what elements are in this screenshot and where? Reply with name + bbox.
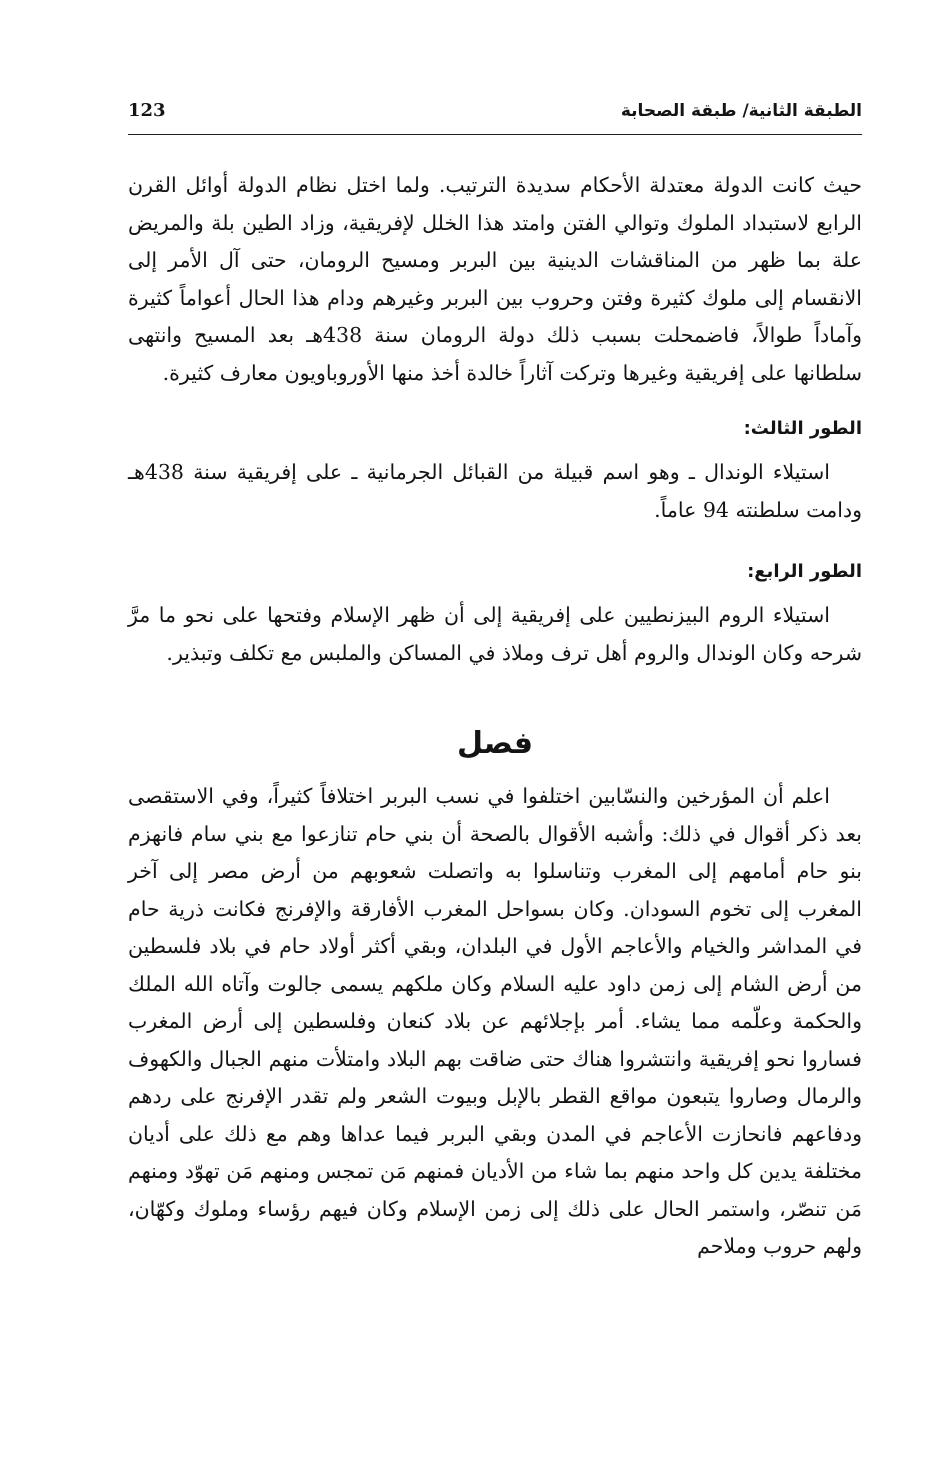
third-stage-heading: الطور الثالث: — [743, 418, 862, 439]
intro-paragraph: حيث كانت الدولة معتدلة الأحكام سديدة الترتيب. ولما اختل نظام الدولة أوائل القرن الرابع لاستبداد الملوك وتوالي الفتن وامتد هذا الخلل لإفريقية، وزاد الطين بلة والمريض علة بما ظهر من المناقشات الدينية بين البربر ومسيح الرومان، حتى آل الأمر إلى الانقسام إلى ملوك كثيرة وفتن وحروب بين البربر وغيرهم ودام هذا الحال أعواماً كثيرة وآماداً طوالاً، فاضمحلت بسبب ذلك دولة الرومان سنة 438هـ بعد المسيح وانتهى سلطانها على إفريقية وغيرها وتركت آثاراً خالدة أخذ منها الأوروباويون معارف كثيرة. — [128, 173, 863, 385]
running-title: الطبقة الثانية/ طبقة الصحابة — [620, 101, 862, 121]
section-title: فصل — [457, 726, 533, 761]
running-header — [128, 100, 862, 135]
fourth-stage-heading: الطور الرابع: — [747, 561, 862, 582]
fourth-stage-paragraph: استيلاء الروم البيزنطيين على إفريقية إلى أن ظهر الإسلام وفتحها على نحو ما مرَّ شرحه وكان الوندال والروم أهل ترف وملاذ في المساكن والملبس مع تكلف وتبذير. — [128, 603, 862, 665]
page-number: 123 — [128, 100, 166, 121]
third-stage-paragraph: استيلاء الوندال ـ وهو اسم قبيلة من القبائل الجرمانية ـ على إفريقية سنة 438هـ ودامت سلطنته 94 عاماً. — [128, 460, 862, 522]
section-paragraph: اعلم أن المؤرخين والنسّابين اختلفوا في نسب البربر اختلافاً كثيراً، وفي الاستقصى بعد ذكر أقوال في ذلك: وأشبه الأقوال بالصحة أن بني حام تنازعوا مع بني سام فانهزم بنو حام أمامهم إلى المغرب وتناسلوا به واتصلت شعوبهم من أرض مصر إلى آخر المغرب إلى تخوم السودان. وكان بسواحل المغرب الأفارقة والإفرنج فكانت ذرية حام في المداشر والخيام والأعاجم الأول في البلدان، وبقي أكثر أولاد حام في بلاد فلسطين من أرض الشام إلى زمن داود عليه السلام وكان ملكهم يسمى جالوت وآتاه الله الملك والحكمة وعلّمه مما يشاء. أمر بإجلائهم عن بلاد كنعان وفلسطين إلى أرض المغرب فساروا نحو إفريقية وانتشروا هناك حتى ضاقت بهم البلاد وامتلأت منهم الجبال والكهوف والرمال وصاروا يتبعون مواقع القطر بالإبل وبيوت الشعر ولم تقدر الإفرنج على ردهم ودفاعهم فانحازت الأعاجم في المدن وبقي البربر فيما عداها وهم مع ذلك على أديان مختلفة يدين كل واحد منهم بما شاء من الأديان فمنهم مَن تمجس ومنهم مَن تهوّد ومنهم مَن تنصّر، واستمر الحال على ذلك إلى زمن الإسلام وكان فيهم رؤساء وملوك وكهّان، ولهم حروب وملاحم — [128, 784, 862, 1258]
book-page — [128, 100, 862, 1266]
